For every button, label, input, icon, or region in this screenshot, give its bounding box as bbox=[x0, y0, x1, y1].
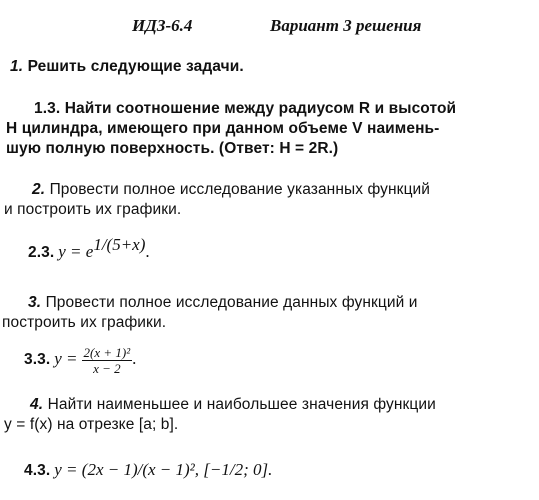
section-3-line-1 bbox=[28, 294, 418, 312]
task-3-3-end: . bbox=[132, 349, 137, 369]
task-3-3 bbox=[24, 345, 136, 376]
task-4-3-formula: y = (2x − 1)/(x − 1)², [−1/2; 0]. bbox=[54, 460, 273, 479]
section-3-line-2: построить их графики. bbox=[2, 314, 167, 331]
section-3-text-1: Провести полное исследование данных функций и bbox=[45, 294, 418, 311]
task-4-3 bbox=[24, 460, 272, 480]
variant-title: Вариант 3 решения bbox=[270, 16, 422, 35]
task-1-3-text-1: Найти соотношение между радиусом R и высотой bbox=[64, 100, 457, 117]
section-2-line-1 bbox=[32, 181, 430, 199]
task-1-3-line-3: шую полную поверхность. (Ответ: H = 2R.) bbox=[6, 140, 339, 157]
task-3-3-numerator: 2(x + 1)² bbox=[83, 345, 131, 360]
task-2-3-end: . bbox=[145, 242, 150, 261]
task-2-3-exponent: 1/(5+x) bbox=[93, 235, 146, 254]
task-1-3-number: 1.3. bbox=[34, 100, 61, 117]
section-2-number: 2. bbox=[32, 181, 46, 198]
task-1-3-line-2: H цилиндра, имеющего при данном объеме V наимень- bbox=[6, 120, 440, 137]
section-4-line-1 bbox=[30, 396, 436, 414]
section-1-number: 1. bbox=[10, 58, 24, 75]
task-3-3-number: 3.3. bbox=[24, 351, 51, 369]
section-4-line-2: y = f(x) на отрезке [a; b]. bbox=[4, 416, 179, 433]
task-2-3 bbox=[28, 235, 150, 262]
section-2-text-1: Провести полное исследование указанных функций bbox=[49, 181, 431, 198]
task-3-3-denominator: x − 2 bbox=[93, 361, 121, 376]
task-3-3-lhs: y = bbox=[54, 349, 78, 369]
section-3-number: 3. bbox=[28, 294, 42, 311]
task-2-3-number: 2.3. bbox=[28, 244, 55, 261]
section-2-line-2: и построить их графики. bbox=[4, 201, 182, 218]
section-1-text: Решить следующие задачи. bbox=[27, 58, 244, 75]
task-4-3-number: 4.3. bbox=[24, 462, 51, 479]
task-1-3-line-1 bbox=[34, 100, 456, 118]
document-code: ИДЗ-6.4 bbox=[132, 16, 193, 35]
section-4-number: 4. bbox=[30, 396, 44, 413]
section-4-text-1: Найти наименьшее и наибольшее значения функции bbox=[47, 396, 436, 413]
task-3-3-fraction bbox=[82, 345, 133, 376]
section-1-heading bbox=[10, 58, 244, 76]
task-2-3-lhs: y = e bbox=[58, 242, 94, 261]
